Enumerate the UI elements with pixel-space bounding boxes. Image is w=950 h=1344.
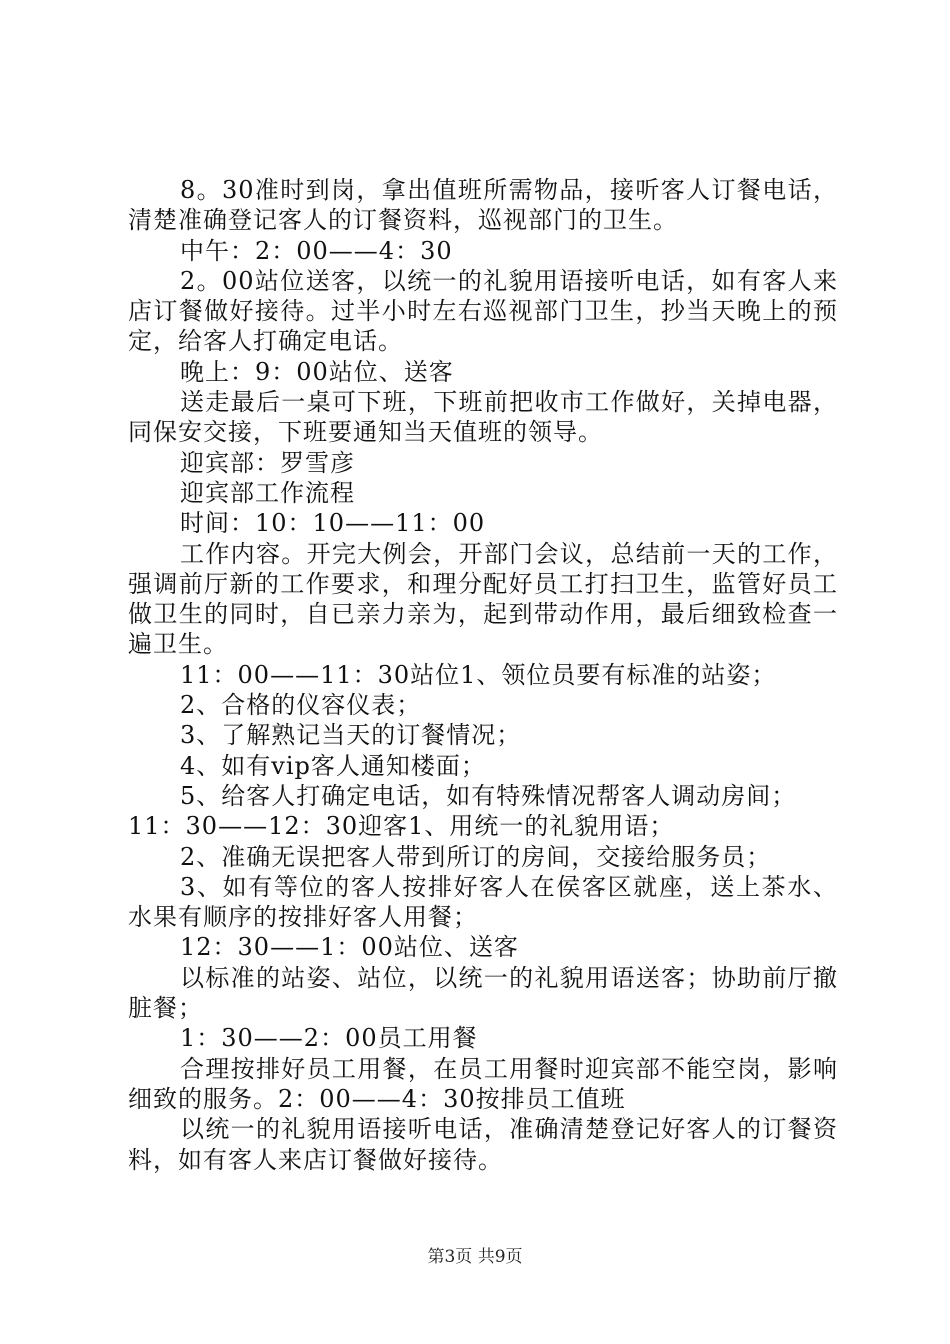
paragraph-1: 8。30准时到岗，拿出值班所需物品，接听客人订餐电话，清楚准确登记客人的订餐资料，巡视部门的卫生。 [128,176,838,235]
paragraph-3: 2。00站位送客，以统一的礼貌用语接听电话，如有客人来店订餐做好接待。过半小时左右巡视部门卫生，抄当天晚上的预定，给客人打确定电话。 [128,266,838,356]
paragraph-6: 迎宾部：罗雪彦 [180,448,355,477]
paragraph-7: 迎宾部工作流程 [180,478,355,507]
paragraph-17: 3、如有等位的客人按排好客人在侯客区就座，送上茶水、水果有顺序的按排好客人用餐； [128,872,838,932]
page-number-footer: 第3页 共9页 [427,1247,523,1267]
paragraph-15: 11：30——12：30迎客1、用统一的礼貌用语； [128,812,675,841]
paragraph-8: 时间：10：10——11：00 [180,509,486,538]
paragraph-19: 以标准的站姿、站位，以统一的礼貌用语送客；协助前厅撤脏餐； [128,963,838,1023]
paragraph-9: 工作内容。开完大例会，开部门会议，总结前一天的工作，强调前厅新的工作要求，和理分配好员工打扫卫生，监管好员工做卫生的同时，自已亲力亲为，起到带动作用，最后细致检查一遍卫生。 [128,539,838,659]
paragraph-2: 中午：2：00——4：30 [180,236,453,265]
paragraph-20: 1：30——2：00员工用餐 [180,1024,478,1053]
paragraph-16: 2、准确无误把客人带到所订的房间，交接给服务员； [180,842,772,871]
paragraph-18: 12：30——1：00站位、送客 [180,933,519,962]
document-body [128,175,838,1175]
paragraph-5: 送走最后一桌可下班，下班前把收市工作做好，关掉电器，同保安交接，下班要通知当天值班的领导。 [128,388,838,447]
paragraph-14: 5、给客人打确定电话，如有特殊情况帮客人调动房间； [180,781,797,810]
paragraph-22: 以统一的礼貌用语接听电话，准确清楚登记好客人的订餐资料，如有客人来店订餐做好接待。 [128,1115,838,1174]
paragraph-11: 2、合格的仪容仪表； [180,691,422,720]
paragraph-10: 11：00——11：30站位1、领位员要有标准的站姿； [180,660,777,689]
paragraph-13: 4、如有vip客人通知楼面； [180,751,486,780]
paragraph-12: 3、了解熟记当天的订餐情况； [180,721,522,750]
paragraph-21: 合理按排好员工用餐，在员工用餐时迎宾部不能空岗，影响细致的服务。2：00——4：30按排员工值班 [128,1054,838,1113]
paragraph-4: 晚上：9：00站位、送客 [180,357,454,386]
